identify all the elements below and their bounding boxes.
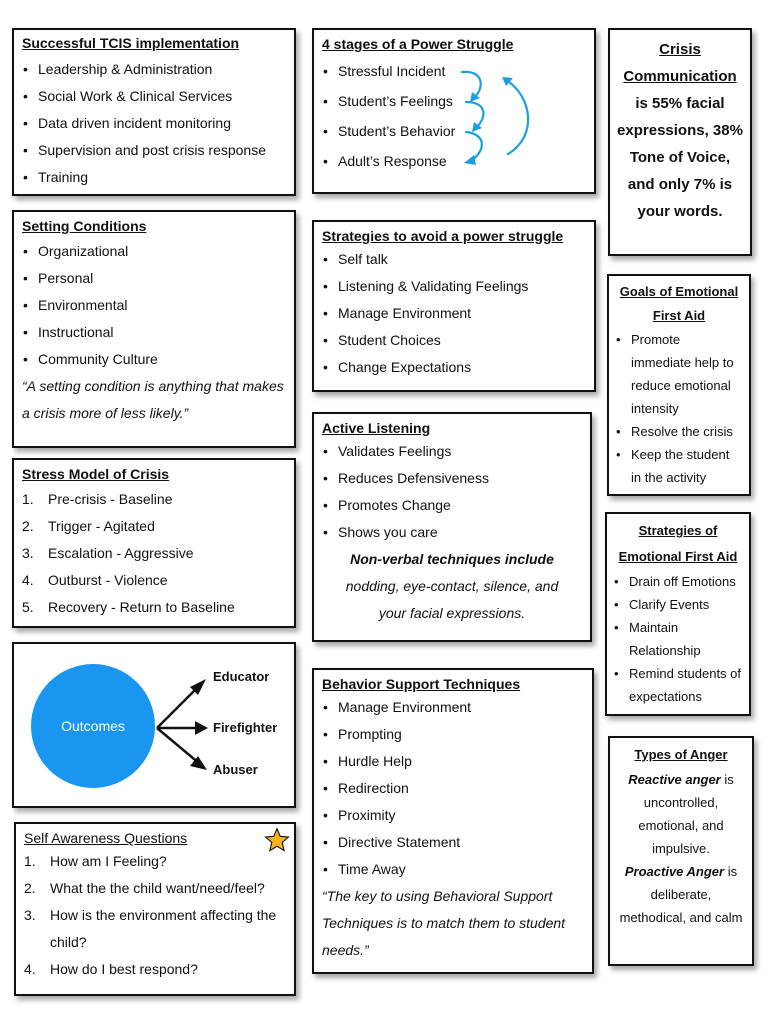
list-item: • Leadership & Administration	[22, 56, 286, 83]
list-text: Trigger - Agitated	[48, 518, 155, 534]
list-item: • Listening & Validating Feelings	[322, 273, 586, 300]
list-item: • Promote immediate help to reduce emotional intensity	[615, 328, 743, 420]
list-number: 4.	[24, 961, 36, 977]
list-item: • Student Choices	[322, 327, 586, 354]
list-item: • Redirection	[322, 775, 584, 802]
avoid-power-struggle-list	[322, 246, 586, 381]
behavior-support-panel	[312, 668, 594, 974]
outcome-label-educator: Educator	[213, 669, 270, 684]
crisis-communication-title: Crisis Communication	[623, 41, 737, 85]
behavior-support-title: Behavior Support Techniques	[322, 676, 521, 692]
list-text: Escalation - Aggressive	[48, 545, 194, 561]
avoid-power-struggle-title: Strategies to avoid a power struggle	[322, 228, 564, 244]
list-text: How is the environment affecting the child?	[50, 907, 277, 950]
list-number: 3.	[24, 907, 36, 923]
list-item: • Proximity	[322, 802, 584, 829]
list-text: What the the child want/need/feel?	[50, 880, 265, 896]
list-item: • Data driven incident monitoring	[22, 110, 286, 137]
list-text: Recovery - Return to Baseline	[48, 599, 235, 615]
list-item: • Clarify Events	[613, 593, 743, 616]
active-listening-panel	[312, 412, 592, 642]
list-number: 1.	[24, 853, 36, 869]
list-item: • Validates Feelings	[322, 438, 582, 465]
list-item	[22, 567, 286, 594]
self-awareness-panel	[14, 822, 296, 996]
list-item: • Community Culture	[22, 346, 286, 373]
list-item: • Adult’s Response	[322, 146, 586, 176]
tcis-title: Successful TCIS implementation	[22, 35, 240, 51]
active-listening-title: Active Listening	[322, 420, 431, 436]
list-item	[24, 848, 286, 875]
behavior-support-quote: “The key to using Behavioral Support Techniques is to match them to student needs.”	[322, 888, 566, 958]
list-number: 1.	[22, 491, 34, 507]
list-item: • Supervision and post crisis response	[22, 137, 286, 164]
nonverbal-text: nodding, eye-contact, silence, and your facial expressions.	[345, 578, 559, 621]
list-item: • Maintain Relationship	[613, 616, 743, 662]
avoid-power-struggle-panel	[312, 220, 596, 392]
proactive-anger-term: Proactive Anger	[624, 864, 725, 879]
outcomes-center-label: Outcomes	[61, 718, 125, 734]
first-aid-goals-title: Goals of Emotional First Aid	[619, 284, 739, 323]
setting-conditions-title: Setting Conditions	[22, 218, 147, 234]
tcis-list	[22, 56, 286, 191]
cycle-arrows-icon	[460, 62, 552, 188]
self-awareness-title: Self Awareness Questions	[24, 830, 188, 846]
list-number: 2.	[24, 880, 36, 896]
nonverbal-heading: Non-verbal techniques include	[350, 551, 554, 567]
reactive-anger-text: is uncontrolled, emotional, and impulsive.	[638, 772, 734, 856]
behavior-support-list	[322, 694, 584, 883]
list-text: Pre-crisis - Baseline	[48, 491, 173, 507]
list-text: Outburst - Violence	[48, 572, 168, 588]
power-struggle-panel	[312, 28, 596, 194]
list-text: How am I Feeling?	[50, 853, 167, 869]
list-item: • Personal	[22, 265, 286, 292]
self-awareness-list	[24, 848, 286, 983]
list-item: • Drain off Emotions	[613, 570, 743, 593]
list-item: • Promotes Change	[322, 492, 582, 519]
first-aid-goals-list	[615, 328, 743, 489]
list-item	[24, 875, 286, 902]
list-item: • Self talk	[322, 246, 586, 273]
list-number: 4.	[22, 572, 34, 588]
proactive-anger-definition	[616, 860, 746, 929]
list-item: • Reduces Defensiveness	[322, 465, 582, 492]
stress-model-panel	[12, 458, 296, 628]
stress-model-list	[22, 486, 286, 621]
setting-conditions-list	[22, 238, 286, 373]
list-item: • Organizational	[22, 238, 286, 265]
outcomes-diagram	[14, 644, 294, 806]
list-item: • Student’s Feelings	[322, 86, 586, 116]
list-item: • Student’s Behavior	[322, 116, 586, 146]
list-text: How do I best respond?	[50, 961, 198, 977]
list-item	[22, 486, 286, 513]
list-item: • Prompting	[322, 721, 584, 748]
list-item	[22, 540, 286, 567]
types-of-anger-title: Types of Anger	[634, 747, 728, 762]
proactive-anger-text: is deliberate, methodical, and calm	[619, 864, 743, 925]
outcome-label-firefighter: Firefighter	[213, 720, 278, 735]
reactive-anger-definition	[616, 768, 746, 860]
arrow-line-abuser	[157, 728, 200, 764]
list-item: • Resolve the crisis	[615, 420, 743, 443]
list-item: • Change Expectations	[322, 354, 586, 381]
list-item	[24, 956, 286, 983]
power-struggle-title: 4 stages of a Power Struggle	[322, 36, 514, 52]
outcomes-panel	[12, 642, 296, 808]
list-item: • Manage Environment	[322, 694, 584, 721]
first-aid-goals-panel	[607, 274, 751, 496]
first-aid-strategies-list	[613, 570, 743, 708]
tcis-panel	[12, 28, 296, 196]
first-aid-strategies-panel	[605, 512, 751, 716]
first-aid-strategies-title: Strategies of Emotional First Aid	[618, 523, 738, 564]
list-item: • Hurdle Help	[322, 748, 584, 775]
list-item: • Remind students of expectations	[613, 662, 743, 708]
list-number: 2.	[22, 518, 34, 534]
list-item: • Social Work & Clinical Services	[22, 83, 286, 110]
crisis-communication-panel	[608, 28, 752, 256]
list-item: • Instructional	[22, 319, 286, 346]
list-item: • Keep the student in the activity	[615, 443, 743, 489]
list-number: 3.	[22, 545, 34, 561]
list-item	[24, 902, 286, 956]
list-item: • Time Away	[322, 856, 584, 883]
reactive-anger-term: Reactive anger	[628, 772, 721, 787]
crisis-communication-body: is 55% facial expressions, 38% Tone of Voice, and only 7% is your words.	[617, 95, 743, 220]
types-of-anger-panel	[608, 736, 754, 966]
list-item: • Environmental	[22, 292, 286, 319]
setting-conditions-quote: “A setting condition is anything that makes a crisis more of less likely.”	[22, 378, 284, 421]
list-item	[22, 513, 286, 540]
list-item	[22, 594, 286, 621]
list-item: • Shows you care	[322, 519, 582, 546]
list-item: • Manage Environment	[322, 300, 586, 327]
list-item: • Training	[22, 164, 286, 191]
setting-conditions-panel	[12, 210, 296, 448]
arrow-head-firefighter	[195, 721, 208, 735]
active-listening-list	[322, 438, 582, 546]
outcome-label-abuser: Abuser	[213, 762, 258, 777]
arrow-line-educator	[157, 685, 200, 728]
list-item: • Stressful Incident	[322, 56, 586, 86]
list-number: 5.	[22, 599, 34, 615]
list-item: • Directive Statement	[322, 829, 584, 856]
stress-model-title: Stress Model of Crisis	[22, 466, 170, 482]
